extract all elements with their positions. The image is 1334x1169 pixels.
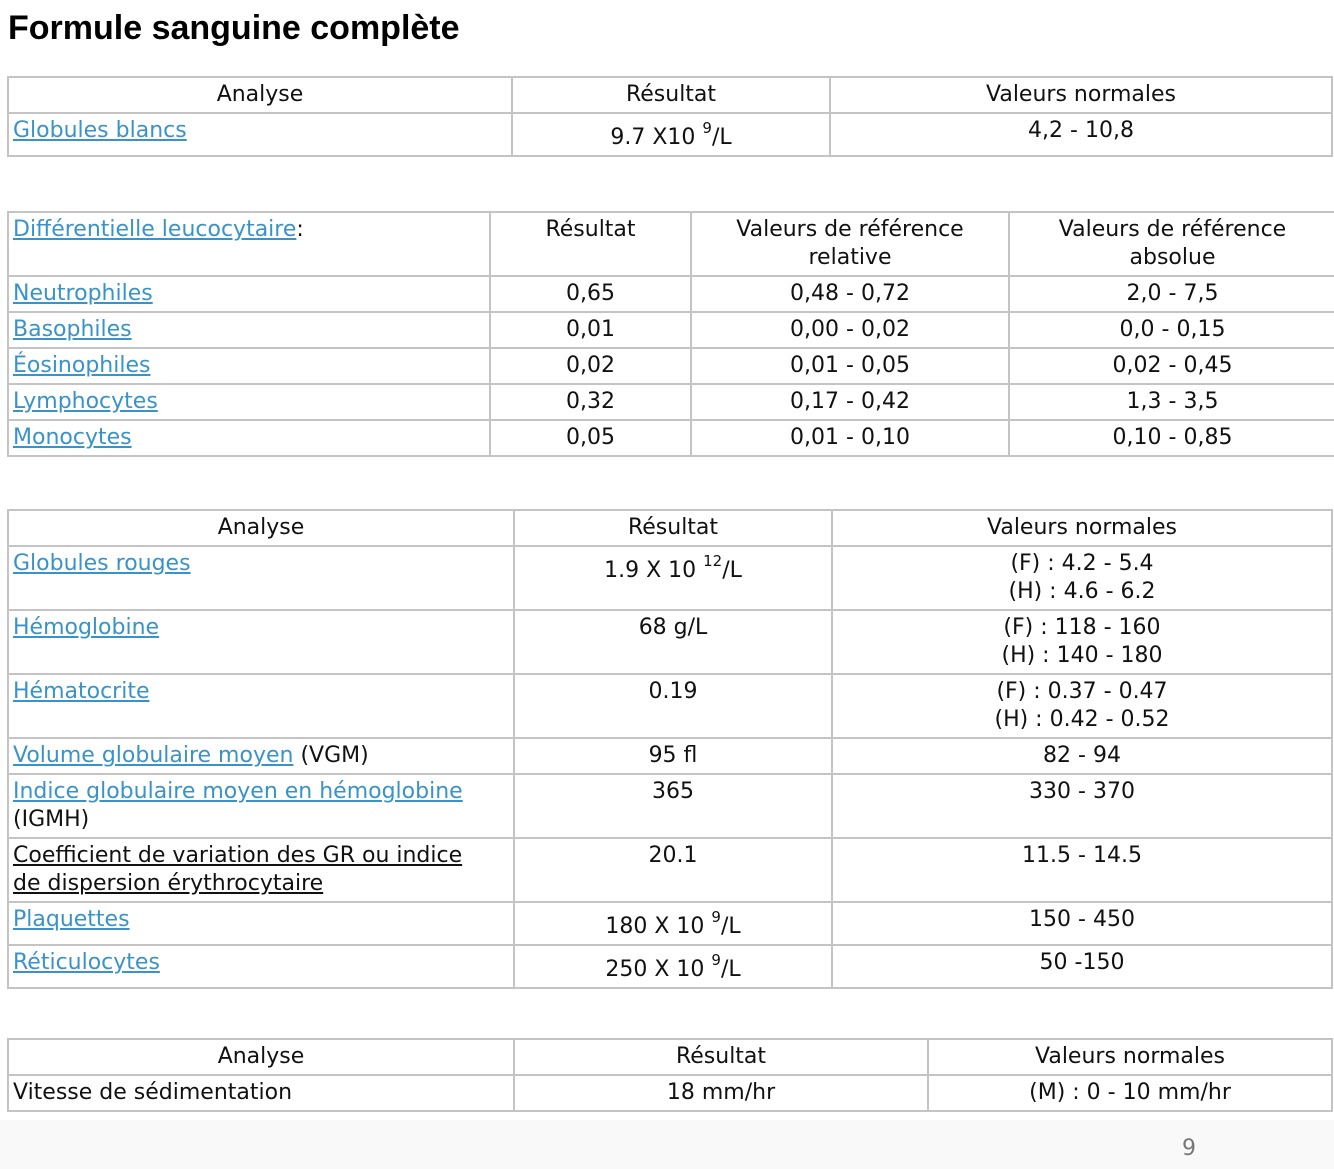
result-cell: 68 g/L [514,610,832,674]
result-cell: 95 fl [514,738,832,774]
globules-rouges-link[interactable]: Globules rouges [13,551,191,576]
header-valeurs-normales: Valeurs normales [928,1039,1332,1075]
table-row [8,546,1332,610]
table-row [8,276,1334,312]
red-cell-table [7,509,1333,989]
table-row [8,384,1334,420]
header-analyse: Analyse [8,77,512,113]
result-cell [514,902,832,945]
name-cell [8,610,514,674]
vgm-link[interactable]: Volume globulaire moyen [13,743,294,768]
result-cell: 365 [514,774,832,838]
header-resultat: Résultat [514,1039,928,1075]
hematocrite-link[interactable]: Hématocrite [13,679,150,704]
header-valeurs-normales: Valeurs normales [832,510,1332,546]
result-cell: 20.1 [514,838,832,902]
white-cell-table [7,76,1333,157]
relative-cell: 0,00 - 0,02 [691,312,1009,348]
table-row [8,113,1332,156]
result-base: 250 X 10 [605,957,712,982]
table-header-row [8,77,1332,113]
result-cell: 0.19 [514,674,832,738]
table-row [8,312,1334,348]
analyse-cell [8,113,512,156]
basophiles-link[interactable]: Basophiles [13,317,132,342]
result-cell [514,546,832,610]
relative-cell: 0,48 - 0,72 [691,276,1009,312]
normal-male: (H) : 0.42 - 0.52 [994,707,1170,732]
lymphocytes-link[interactable]: Lymphocytes [13,389,158,414]
name-cell [8,348,490,384]
table-row [8,945,1332,988]
name-cell [8,738,514,774]
result-base: 180 X 10 [605,914,712,939]
table-row [8,738,1332,774]
name-cell [8,902,514,945]
normal-male: (H) : 4.6 - 6.2 [1008,579,1156,604]
name-cell [8,774,514,838]
analyse-cell: Vitesse de sédimentation [8,1075,514,1111]
result-base: 9.7 X10 [610,125,703,150]
result-cell: 0,01 [490,312,691,348]
result-exponent: 9 [711,907,721,926]
header-resultat: Résultat [490,212,691,276]
header-analyse: Analyse [8,1039,514,1075]
normal-female: (F) : 0.37 - 0.47 [996,679,1168,704]
header-colon: : [296,217,304,242]
name-cell [8,384,490,420]
name-cell [8,420,490,456]
result-cell: 0,05 [490,420,691,456]
igmh-abbr: (IGMH) [13,807,90,832]
result-exponent: 9 [702,118,712,137]
result-unit: /L [720,914,741,939]
name-cell [8,674,514,738]
relative-cell: 0,01 - 0,10 [691,420,1009,456]
normal-cell: 330 - 370 [832,774,1332,838]
normal-cell: 11.5 - 14.5 [832,838,1332,902]
absolute-cell: 1,3 - 3,5 [1009,384,1334,420]
name-cell [8,546,514,610]
table-header-row [8,212,1334,276]
result-unit: /L [720,957,741,982]
sedimentation-table [7,1038,1333,1112]
normal-cell [832,546,1332,610]
footer-band [0,1120,1334,1169]
table-row [8,1075,1332,1111]
neutrophiles-link[interactable]: Neutrophiles [13,281,153,306]
header-differentielle [8,212,490,276]
globules-blancs-link[interactable]: Globules blancs [13,118,187,143]
vgm-abbr: (VGM) [293,743,369,768]
result-exponent: 9 [711,950,721,969]
result-unit: /L [711,125,732,150]
header-resultat: Résultat [512,77,830,113]
relative-cell: 0,01 - 0,05 [691,348,1009,384]
page-number: 9 [1182,1136,1196,1161]
header-analyse: Analyse [8,510,514,546]
igmh-link[interactable]: Indice globulaire moyen en hémoglobine [13,779,463,804]
result-exponent: 12 [703,551,723,570]
absolute-cell: 2,0 - 7,5 [1009,276,1334,312]
absolute-cell: 0,10 - 0,85 [1009,420,1334,456]
normal-cell [832,674,1332,738]
normal-cell: (M) : 0 - 10 mm/hr [928,1075,1332,1111]
table-row [8,774,1332,838]
name-cell [8,276,490,312]
result-unit: /L [722,558,742,583]
table-row [8,610,1332,674]
normal-cell: 82 - 94 [832,738,1332,774]
table-row [8,420,1334,456]
absolute-cell: 0,0 - 0,15 [1009,312,1334,348]
result-cell [514,945,832,988]
table-header-row [8,510,1332,546]
result-cell: 0,02 [490,348,691,384]
table-row [8,838,1332,902]
reticulocytes-link[interactable]: Réticulocytes [13,950,160,975]
header-valeurs-normales: Valeurs normales [830,77,1332,113]
normal-cell: 50 -150 [832,945,1332,988]
plaquettes-link[interactable]: Plaquettes [13,907,130,932]
relative-cell: 0,17 - 0,42 [691,384,1009,420]
normal-cell: 4,2 - 10,8 [830,113,1332,156]
result-cell: 0,65 [490,276,691,312]
table-row [8,674,1332,738]
result-cell: 18 mm/hr [514,1075,928,1111]
eosinophiles-link[interactable]: Éosinophiles [13,353,151,378]
header-absolue: Valeurs de référence absolue [1009,212,1334,276]
result-cell [512,113,830,156]
name-cell [8,312,490,348]
monocytes-link[interactable]: Monocytes [13,425,132,450]
table-row [8,348,1334,384]
normal-cell [832,610,1332,674]
differential-table [7,211,1334,457]
result-base: 1.9 X 10 [604,558,704,583]
header-relative: Valeurs de référence relative [691,212,1009,276]
page-title: Formule sanguine complète [8,9,460,47]
normal-female: (F) : 4.2 - 5.4 [1010,551,1154,576]
cv-label-line2: de dispersion érythrocytaire [13,871,324,896]
hemoglobine-link[interactable]: Hémoglobine [13,615,160,640]
normal-cell: 150 - 450 [832,902,1332,945]
absolute-cell: 0,02 - 0,45 [1009,348,1334,384]
differentielle-link[interactable]: Différentielle leucocytaire [13,217,297,242]
normal-female: (F) : 118 - 160 [1003,615,1161,640]
name-cell [8,838,514,902]
table-header-row [8,1039,1332,1075]
header-resultat: Résultat [514,510,832,546]
name-cell [8,945,514,988]
table-row [8,902,1332,945]
result-cell: 0,32 [490,384,691,420]
cv-label-line1: Coefficient de variation des GR ou indice [13,843,463,868]
normal-male: (H) : 140 - 180 [1001,643,1163,668]
